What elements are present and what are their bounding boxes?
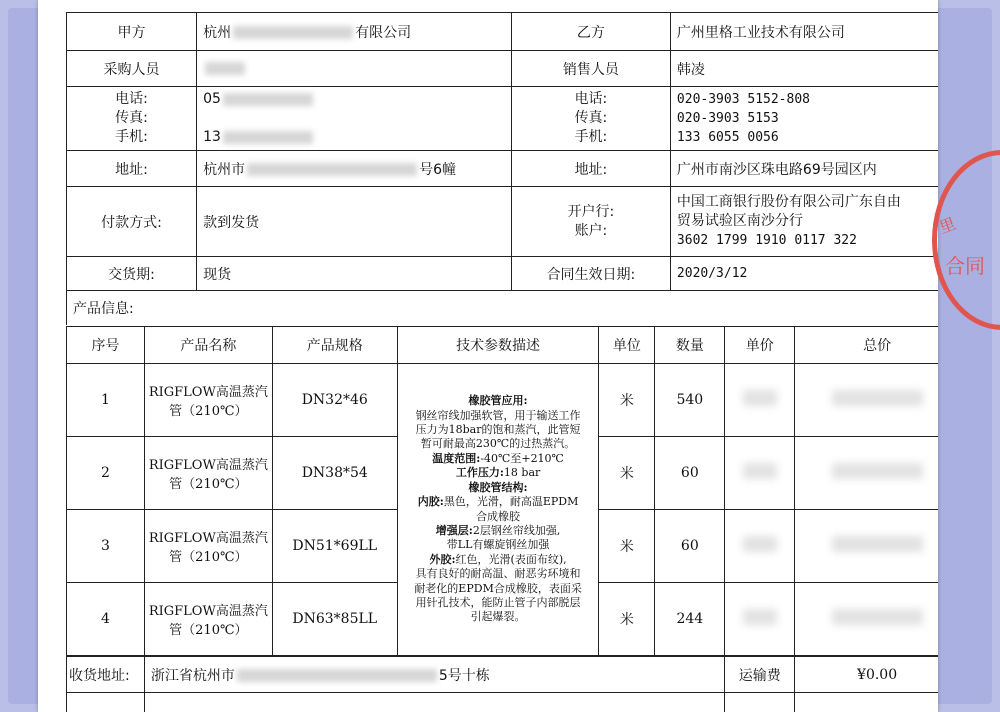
product-header-row	[67, 327, 939, 364]
freight-label: 运输费	[725, 657, 795, 693]
product-spec: DN63*85LL	[272, 583, 397, 656]
redaction	[743, 609, 777, 625]
address-row	[67, 151, 939, 187]
contact-a-values: 05 13	[197, 87, 512, 151]
address-b-label: 地址:	[511, 151, 670, 187]
contact-b-labels: 电话: 传真: 手机:	[511, 87, 670, 151]
product-name: RIGFLOW高温蒸汽 管（210℃）	[144, 437, 272, 510]
effective-label: 合同生效日期:	[511, 257, 670, 291]
header-desc: 技术参数描述	[397, 327, 599, 364]
freight-value: ¥0.00	[795, 657, 938, 693]
contract-sheet	[38, 0, 938, 712]
redaction	[743, 463, 777, 479]
address-a-label: 地址:	[67, 151, 197, 187]
header-unit: 单位	[599, 327, 655, 364]
payment-label: 付款方式:	[67, 187, 197, 257]
seller-name: 韩凌	[670, 51, 938, 87]
product-name: RIGFLOW高温蒸汽 管（210℃）	[144, 583, 272, 656]
contact-row	[67, 87, 939, 151]
product-seq: 2	[67, 437, 145, 510]
product-total	[795, 510, 938, 583]
redaction	[237, 669, 437, 682]
buyer-label: 采购人员	[67, 51, 197, 87]
address-a-value: 杭州市 号6幢	[197, 151, 512, 187]
product-table	[66, 326, 938, 656]
redaction	[832, 536, 923, 552]
redaction	[832, 609, 923, 625]
product-price	[725, 510, 795, 583]
effective-date: 2020/3/12	[670, 257, 938, 291]
delivery-value: 现货	[197, 257, 512, 291]
redaction	[223, 131, 313, 144]
redaction	[233, 26, 353, 39]
redaction	[205, 62, 245, 75]
product-qty: 60	[655, 437, 725, 510]
table-row	[67, 364, 939, 437]
product-qty: 540	[655, 364, 725, 437]
receive-address: 浙江省杭州市 5号十栋	[144, 657, 724, 693]
header-seq: 序号	[67, 327, 145, 364]
bank-labels: 开户行: 账户:	[511, 187, 670, 257]
redaction	[247, 163, 417, 176]
redaction	[832, 390, 923, 406]
people-row	[67, 51, 939, 87]
product-unit: 米	[599, 437, 655, 510]
party-info-table	[66, 12, 938, 325]
redaction	[743, 536, 777, 552]
product-unit: 米	[599, 583, 655, 656]
redaction	[832, 463, 923, 479]
contact-a-labels: 电话: 传真: 手机:	[67, 87, 197, 151]
product-name: RIGFLOW高温蒸汽 管（210℃）	[144, 510, 272, 583]
product-price	[725, 583, 795, 656]
bank-values: 中国工商银行股份有限公司广东自由 贸易试验区南沙分行 3602 1799 1910 0117 322	[670, 187, 938, 257]
party-b-company: 广州里格工业技术有限公司	[670, 13, 938, 51]
contact-b-values: 020-3903 5152-808 020-3903 5153 133 6055 0056	[670, 87, 938, 151]
product-qty: 244	[655, 583, 725, 656]
seller-label: 销售人员	[511, 51, 670, 87]
product-info-label: 产品信息:	[67, 291, 939, 325]
party-row	[67, 13, 939, 51]
product-total	[795, 583, 938, 656]
header-total: 总价	[795, 327, 938, 364]
seal-text: 里	[936, 213, 959, 238]
tech-description: 橡胶管应用: 钢丝帘线加强软管，用于输送工作 压力为18bar的饱和蒸汽，此管短 暂可耐最高230℃的过热蒸汽。 温度范围:-40℃至+210℃ 工作压力:18 bar 橡胶管结构: 内胶:黑色，光滑，耐高温EPDM 合成橡胶 增强层:2层钢丝帘线加强, 带LL有螺旋钢丝加强 外胶:红色，光滑(表面布纹), 具有良好的耐高温、耐恶劣环境和 耐老化的EPDM合成橡胶，表面采 用针孔技术，能防止管子内部脱层 引起爆裂。	[397, 364, 599, 656]
header-spec: 产品规格	[272, 327, 397, 364]
address-b-value: 广州市南沙区珠电路69号园区内	[670, 151, 938, 187]
delivery-label: 交货期:	[67, 257, 197, 291]
header-qty: 数量	[655, 327, 725, 364]
redaction	[743, 390, 777, 406]
redaction	[223, 93, 313, 106]
product-price	[725, 364, 795, 437]
party-a-company: 杭州 有限公司	[197, 13, 512, 51]
product-spec: DN32*46	[272, 364, 397, 437]
header-price: 单价	[725, 327, 795, 364]
product-spec: DN51*69LL	[272, 510, 397, 583]
product-seq: 4	[67, 583, 145, 656]
party-b-label: 乙方	[511, 13, 670, 51]
product-spec: DN38*54	[272, 437, 397, 510]
product-total	[795, 437, 938, 510]
next-row	[67, 693, 939, 712]
product-unit: 米	[599, 510, 655, 583]
payment-row	[67, 187, 939, 257]
product-seq: 3	[67, 510, 145, 583]
product-name: RIGFLOW高温蒸汽 管（210℃）	[144, 364, 272, 437]
product-total	[795, 364, 938, 437]
payment-value: 款到发货	[197, 187, 512, 257]
product-qty: 60	[655, 510, 725, 583]
receive-table	[66, 656, 938, 712]
product-seq: 1	[67, 364, 145, 437]
product-unit: 米	[599, 364, 655, 437]
product-info-row	[67, 291, 939, 325]
product-price	[725, 437, 795, 510]
seal-text: 合同	[945, 254, 985, 278]
party-a-label: 甲方	[67, 13, 197, 51]
receive-label: 收货地址:	[67, 657, 145, 693]
delivery-row	[67, 257, 939, 291]
buyer-value	[197, 51, 512, 87]
header-name: 产品名称	[144, 327, 272, 364]
receive-row	[67, 657, 939, 693]
